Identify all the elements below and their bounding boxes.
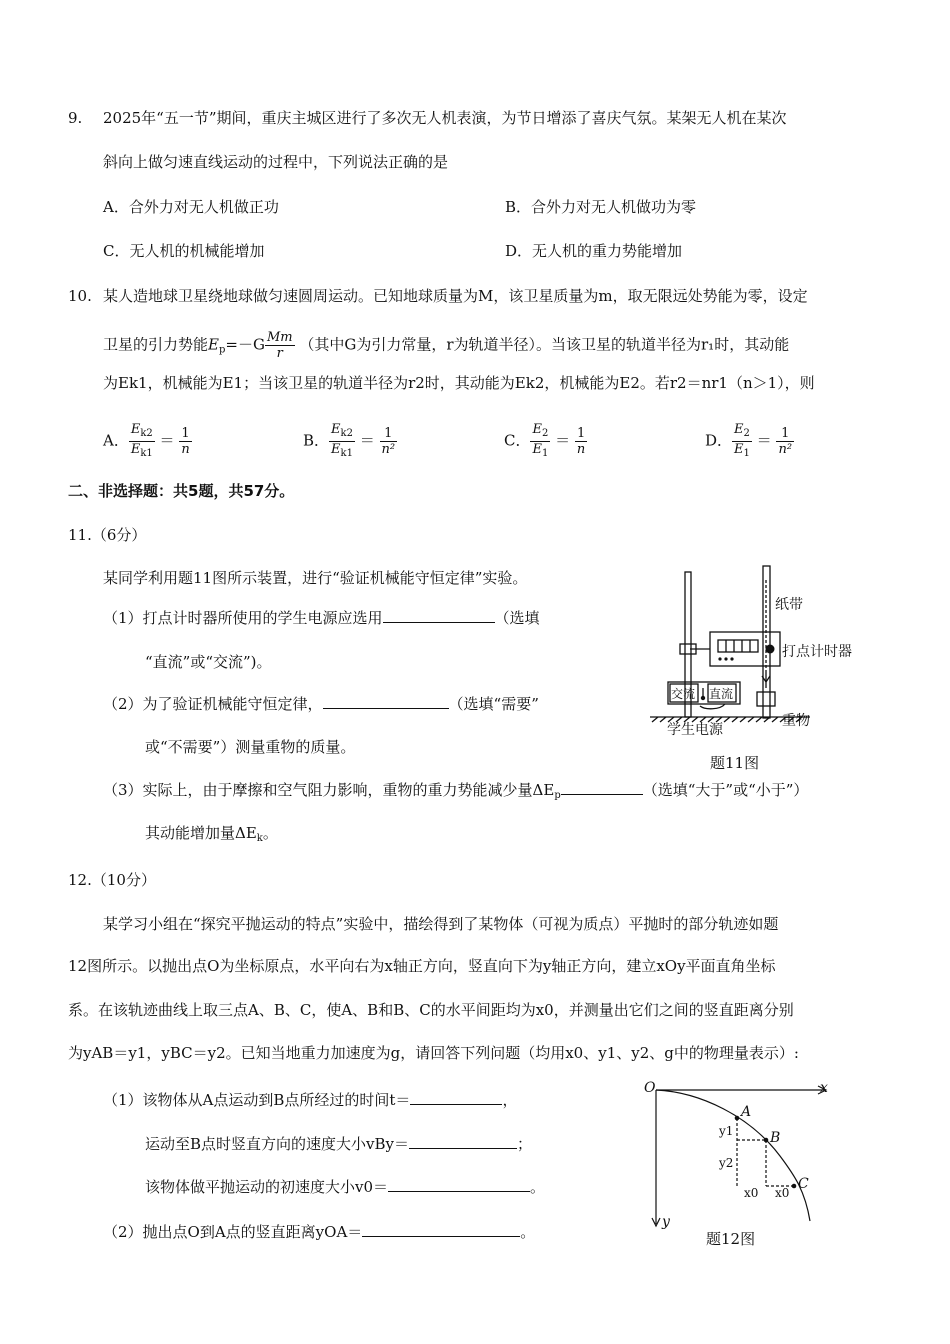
fraction-denominator: n² bbox=[381, 442, 396, 457]
potential-fraction bbox=[265, 330, 295, 361]
point-c bbox=[792, 1184, 797, 1189]
label-origin: O bbox=[644, 1080, 656, 1096]
q11-part3-end-period: 。 bbox=[262, 824, 278, 842]
q12-figure-caption: 题12图 bbox=[706, 1230, 756, 1248]
label-paper-tape: 纸带 bbox=[775, 597, 803, 613]
label-weight: 重物 bbox=[782, 713, 810, 729]
potential-denominator: r bbox=[276, 346, 283, 361]
potential-equals: =－G bbox=[225, 335, 265, 354]
fraction-denominator: $E_1$ bbox=[532, 442, 549, 459]
label-power-supply: 学生电源 bbox=[667, 722, 723, 738]
q12-trajectory-figure bbox=[640, 1076, 840, 1236]
label-dc: 直流 bbox=[709, 687, 734, 701]
label-point-b: B bbox=[770, 1130, 781, 1146]
q10-line2-post: （其中G为引力常量，r为轨道半径）。当该卫星的轨道半径为r₁时，其动能 bbox=[299, 335, 790, 354]
q12-stem-line1: 某学习小组在“探究平抛运动的特点”实验中，描绘得到了某物体（可视为质点）平抛时的部分轨迹如题 bbox=[103, 915, 779, 933]
q11-part3-blank[interactable] bbox=[561, 780, 643, 795]
q10-stem-line1: 某人造地球卫星绕地球做匀速圆周运动。已知地球质量为M，该卫星质量为m，取无限远处势能为零，设定 bbox=[103, 287, 808, 305]
fraction-denominator: $E_{k1}$ bbox=[331, 442, 353, 459]
q11-part1-hint: （选填 bbox=[494, 609, 540, 627]
q10-option-d bbox=[705, 422, 794, 461]
q10-option-b bbox=[303, 422, 397, 461]
q12-time-blank[interactable] bbox=[410, 1090, 502, 1105]
label-point-a: A bbox=[741, 1104, 752, 1120]
q10-line2-pre: 卫星的引力势能 bbox=[103, 335, 209, 354]
equals-sign: ＝ bbox=[751, 431, 777, 450]
option-label: B． bbox=[303, 431, 330, 450]
fraction-denominator: n² bbox=[778, 442, 793, 457]
q11-part3-end-sub: k bbox=[256, 833, 263, 844]
q10-option-c bbox=[504, 422, 587, 461]
q12-stem-line3: 系。在该轨迹曲线上取三点A、B、C，使A、B和B、C的水平间距均为x0，并测量出它们之间的竖直距离分别 bbox=[68, 1001, 794, 1019]
q11-heading: 11.（6分） bbox=[68, 526, 147, 544]
label-ac: 交流 bbox=[671, 687, 696, 701]
q11-part1 bbox=[103, 608, 540, 628]
q11-part2-hint: （选填“需要” bbox=[448, 695, 539, 713]
q11-part2-text: （2）为了验证机械能守恒定律， bbox=[103, 695, 323, 713]
q10-stem-line3: 为Ek1，机械能为E1；当该卫星的轨道半径为r2时，其动能为Ek2，机械能为E2。若r2＝nr1（n＞1），则 bbox=[103, 374, 815, 392]
fraction-numerator: $E_{k2}$ bbox=[129, 422, 155, 442]
option-label: A． bbox=[103, 431, 129, 450]
fraction-denominator: n bbox=[181, 442, 190, 457]
fraction-numerator: $E_2$ bbox=[732, 422, 752, 442]
q12-part1-v0-text: 该物体做平抛运动的初速度大小v0＝ bbox=[145, 1178, 389, 1196]
q12-part1-vby bbox=[145, 1134, 532, 1154]
q11-part1-text: （1）打点计时器所使用的学生电源应选用 bbox=[103, 609, 383, 627]
equals-sign: ＝ bbox=[550, 431, 575, 450]
q9-stem-line2: 斜向上做匀速直线运动的过程中，下列说法正确的是 bbox=[103, 153, 449, 171]
fraction-denominator: $E_{k1}$ bbox=[130, 442, 153, 459]
q12-part1-v0 bbox=[145, 1177, 545, 1197]
q12-part1-time-text: （1）该物体从A点运动到B点所经过的时间t＝ bbox=[103, 1091, 411, 1109]
q11-part2-choices: 或“不需要”）测量重物的质量。 bbox=[145, 738, 356, 756]
equals-sign: ＝ bbox=[354, 431, 380, 450]
option-right-fraction bbox=[179, 426, 191, 457]
q12-part1-time-end: ， bbox=[502, 1091, 518, 1109]
q12-yoa-blank[interactable] bbox=[362, 1222, 520, 1237]
q12-stem-line4: 为yAB＝y1，yBC＝y2。已知当地重力加速度为g，请回答下列问题（均用x0、y1、y2、g中的物理量表示）: bbox=[68, 1044, 799, 1062]
equals-sign: ＝ bbox=[154, 431, 180, 450]
fraction-numerator: 1 bbox=[575, 426, 587, 442]
potential-subscript: p bbox=[218, 344, 226, 356]
label-timer: 打点计时器 bbox=[782, 644, 852, 660]
q10-number: 10. bbox=[68, 287, 92, 305]
q9-option-c: C．无人机的机械能增加 bbox=[103, 242, 265, 260]
q12-heading: 12.（10分） bbox=[68, 871, 156, 889]
q11-part2 bbox=[103, 694, 539, 714]
point-b bbox=[764, 1138, 769, 1143]
point-a bbox=[735, 1116, 740, 1121]
q11-part1-blank[interactable] bbox=[383, 608, 495, 623]
q9-stem-line1: 2025年“五一节”期间，重庆主城区进行了多次无人机表演，为节日增添了喜庆气氛。某架无人机在某次 bbox=[103, 109, 787, 127]
potential-symbol: E bbox=[208, 335, 219, 354]
q10-option-a bbox=[103, 422, 192, 461]
q11-part3-text: （3）实际上，由于摩擦和空气阻力影响，重物的重力势能减少量ΔE bbox=[103, 781, 555, 799]
fraction-denominator: n bbox=[576, 442, 586, 457]
option-left-fraction bbox=[530, 422, 550, 461]
q11-part3-hint: （选填“大于”或“小于”） bbox=[642, 781, 809, 799]
q10-stem-line2 bbox=[103, 330, 789, 361]
q12-part2-text: （2）抛出点O到A点的竖直距离yOA＝ bbox=[103, 1223, 363, 1241]
fraction-numerator: 1 bbox=[776, 426, 794, 442]
label-x0-second: x0 bbox=[775, 1186, 790, 1200]
option-left-fraction bbox=[329, 422, 355, 461]
section-2-title: 二、非选择题：共5题，共57分。 bbox=[68, 482, 295, 500]
q9-option-a: A．合外力对无人机做正功 bbox=[103, 198, 279, 216]
weight-block bbox=[757, 692, 775, 706]
q11-part1-choices: “直流”或“交流”)。 bbox=[145, 653, 272, 671]
label-x0-first: x0 bbox=[744, 1186, 759, 1200]
q12-part1-time bbox=[103, 1090, 517, 1110]
q12-part2 bbox=[103, 1222, 535, 1242]
q12-vby-blank[interactable] bbox=[409, 1134, 517, 1149]
label-y1: y1 bbox=[719, 1124, 734, 1138]
q11-part3 bbox=[103, 780, 808, 806]
q12-part1-vby-text: 运动至B点时竖直方向的速度大小vBy＝ bbox=[145, 1135, 409, 1153]
option-label: D． bbox=[705, 431, 733, 450]
q11-part3-end bbox=[145, 823, 278, 849]
label-x-axis: x bbox=[820, 1080, 828, 1096]
q12-stem-line2: 12图所示。以抛出点O为坐标原点，水平向右为x轴正方向，竖直向下为y轴正方向，建立xOy平面直角坐标 bbox=[68, 957, 776, 975]
fraction-denominator: $E_1$ bbox=[734, 442, 750, 459]
fraction-numerator: $E_2$ bbox=[530, 422, 550, 442]
q11-part3-end-text: 其动能增加量ΔE bbox=[145, 824, 257, 842]
option-left-fraction bbox=[732, 422, 752, 461]
q11-intro: 某同学利用题11图所示装置，进行“验证机械能守恒定律”实验。 bbox=[103, 569, 528, 587]
timer-dot bbox=[766, 645, 775, 654]
fraction-numerator: 1 bbox=[179, 426, 191, 442]
option-left-fraction bbox=[129, 422, 155, 461]
q11-figure-caption: 题11图 bbox=[710, 754, 760, 772]
label-y-axis: y bbox=[662, 1214, 670, 1230]
q12-v0-blank[interactable] bbox=[388, 1177, 530, 1192]
option-label: C． bbox=[504, 431, 531, 450]
label-point-c: C bbox=[798, 1176, 809, 1192]
q9-option-b: B．合外力对无人机做功为零 bbox=[505, 198, 697, 216]
q12-part2-end: 。 bbox=[520, 1223, 536, 1241]
q11-part3-sub: p bbox=[554, 790, 561, 801]
potential-numerator: Mm bbox=[266, 330, 293, 345]
q12-part1-vby-end: ； bbox=[517, 1135, 533, 1153]
option-right-fraction bbox=[380, 426, 398, 457]
label-y2: y2 bbox=[719, 1156, 734, 1170]
q9-number: 9. bbox=[68, 109, 83, 127]
fraction-numerator: $E_{k2}$ bbox=[329, 422, 355, 442]
q11-part2-blank[interactable] bbox=[323, 694, 449, 709]
option-right-fraction bbox=[776, 426, 794, 457]
q12-part1-v0-end: 。 bbox=[530, 1178, 546, 1196]
q9-option-d: D．无人机的重力势能增加 bbox=[505, 242, 683, 260]
option-right-fraction bbox=[575, 426, 587, 457]
fraction-numerator: 1 bbox=[380, 426, 398, 442]
